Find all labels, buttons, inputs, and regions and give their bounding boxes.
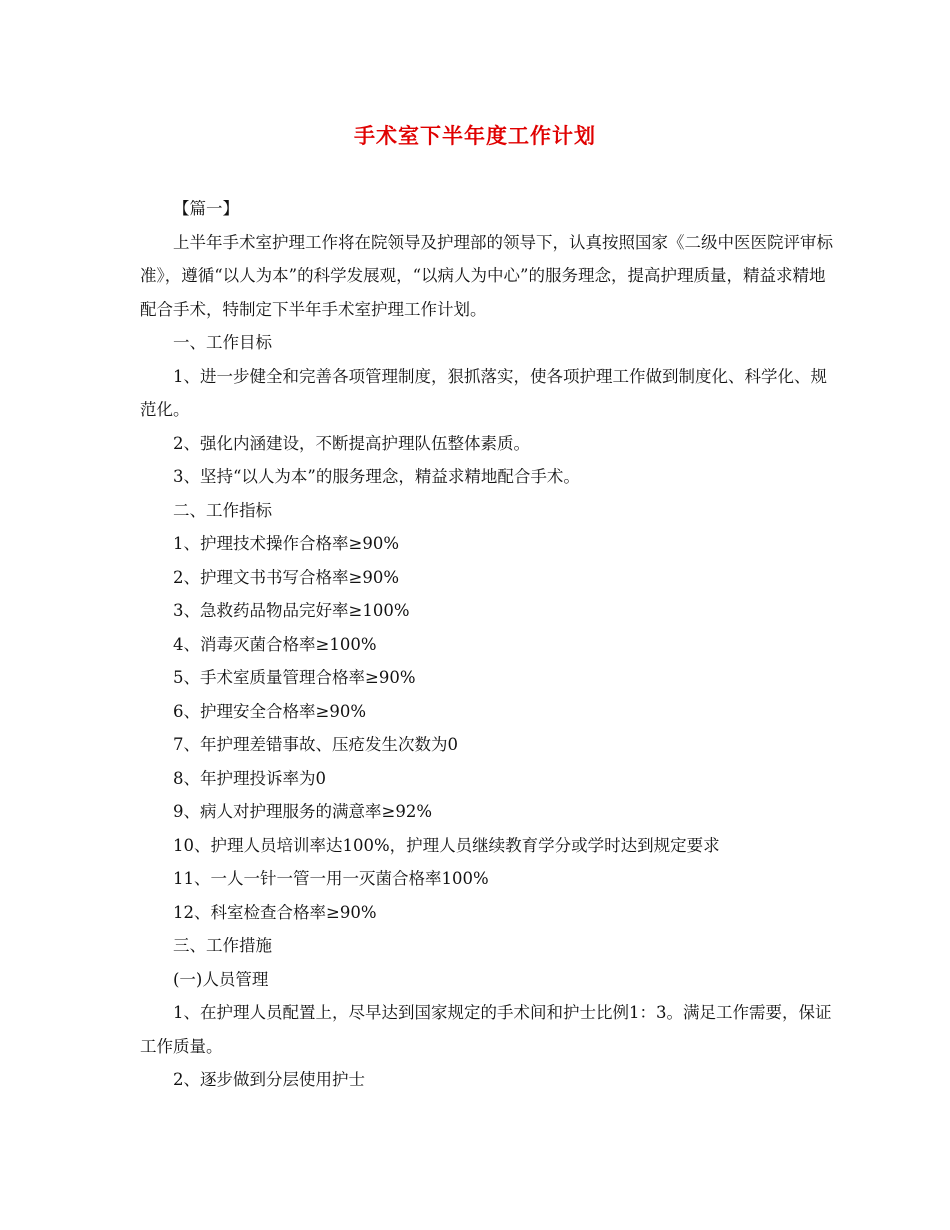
indicator-item: 8、年护理投诉率为0 — [173, 768, 326, 788]
indicator-item: 1、护理技术操作合格率≥90% — [173, 534, 399, 553]
document-title: 手术室下半年度工作计划 — [354, 123, 596, 148]
section-label: 【篇一】 — [173, 199, 239, 218]
subheading-staff: (一)人员管理 — [173, 969, 269, 989]
indicator-item: 4、消毒灭菌合格率≥100% — [173, 634, 377, 654]
heading-goals: 一、工作目标 — [173, 333, 272, 352]
measure-item: 2、逐步做到分层使用护士 — [173, 1070, 365, 1089]
goal-item: 2、强化内涵建设，不断提高护理队伍整体素质。 — [173, 433, 530, 453]
heading-indicators: 二、工作指标 — [173, 500, 272, 520]
indicator-item: 9、病人对护理服务的满意率≥92% — [173, 802, 432, 821]
indicator-item: 6、护理安全合格率≥90% — [173, 701, 366, 721]
indicator-item: 5、手术室质量管理合格率≥90% — [173, 668, 416, 687]
document-body — [140, 192, 840, 1097]
goal-item: 3、坚持“以人为本”的服务理念，精益求精地配合手术。 — [173, 467, 580, 486]
indicator-item: 10、护理人员培训率达100%，护理人员继续教育学分或学时达到规定要求 — [173, 835, 720, 855]
indicator-item: 11、一人一针一管一用一灭菌合格率100% — [173, 869, 489, 888]
indicator-item: 12、科室检查合格率≥90% — [173, 902, 377, 922]
heading-measures: 三、工作措施 — [173, 936, 272, 955]
indicator-item: 2、护理文书书写合格率≥90% — [173, 567, 399, 587]
indicator-item: 7、年护理差错事故、压疮发生次数为0 — [173, 735, 458, 754]
goal-item: 1、进一步健全和完善各项管理制度，狠抓落实，使各项护理工作做到制度化、科学化、规范化。 — [140, 366, 827, 419]
intro-paragraph: 上半年手术室护理工作将在院领导及护理部的领导下，认真按照国家《二级中医医院评审标准》，遵循“以人为本”的科学发展观，“以病人为中心”的服务理念，提高护理质量，精益求精地配合手术，特制定下半年手术室护理工作计划。 — [140, 232, 833, 319]
indicator-item: 3、急救药品物品完好率≥100% — [173, 601, 410, 620]
measure-item: 1、在护理人员配置上，尽早达到国家规定的手术间和护士比例1：3。满足工作需要，保证工作质量。 — [140, 1003, 832, 1056]
